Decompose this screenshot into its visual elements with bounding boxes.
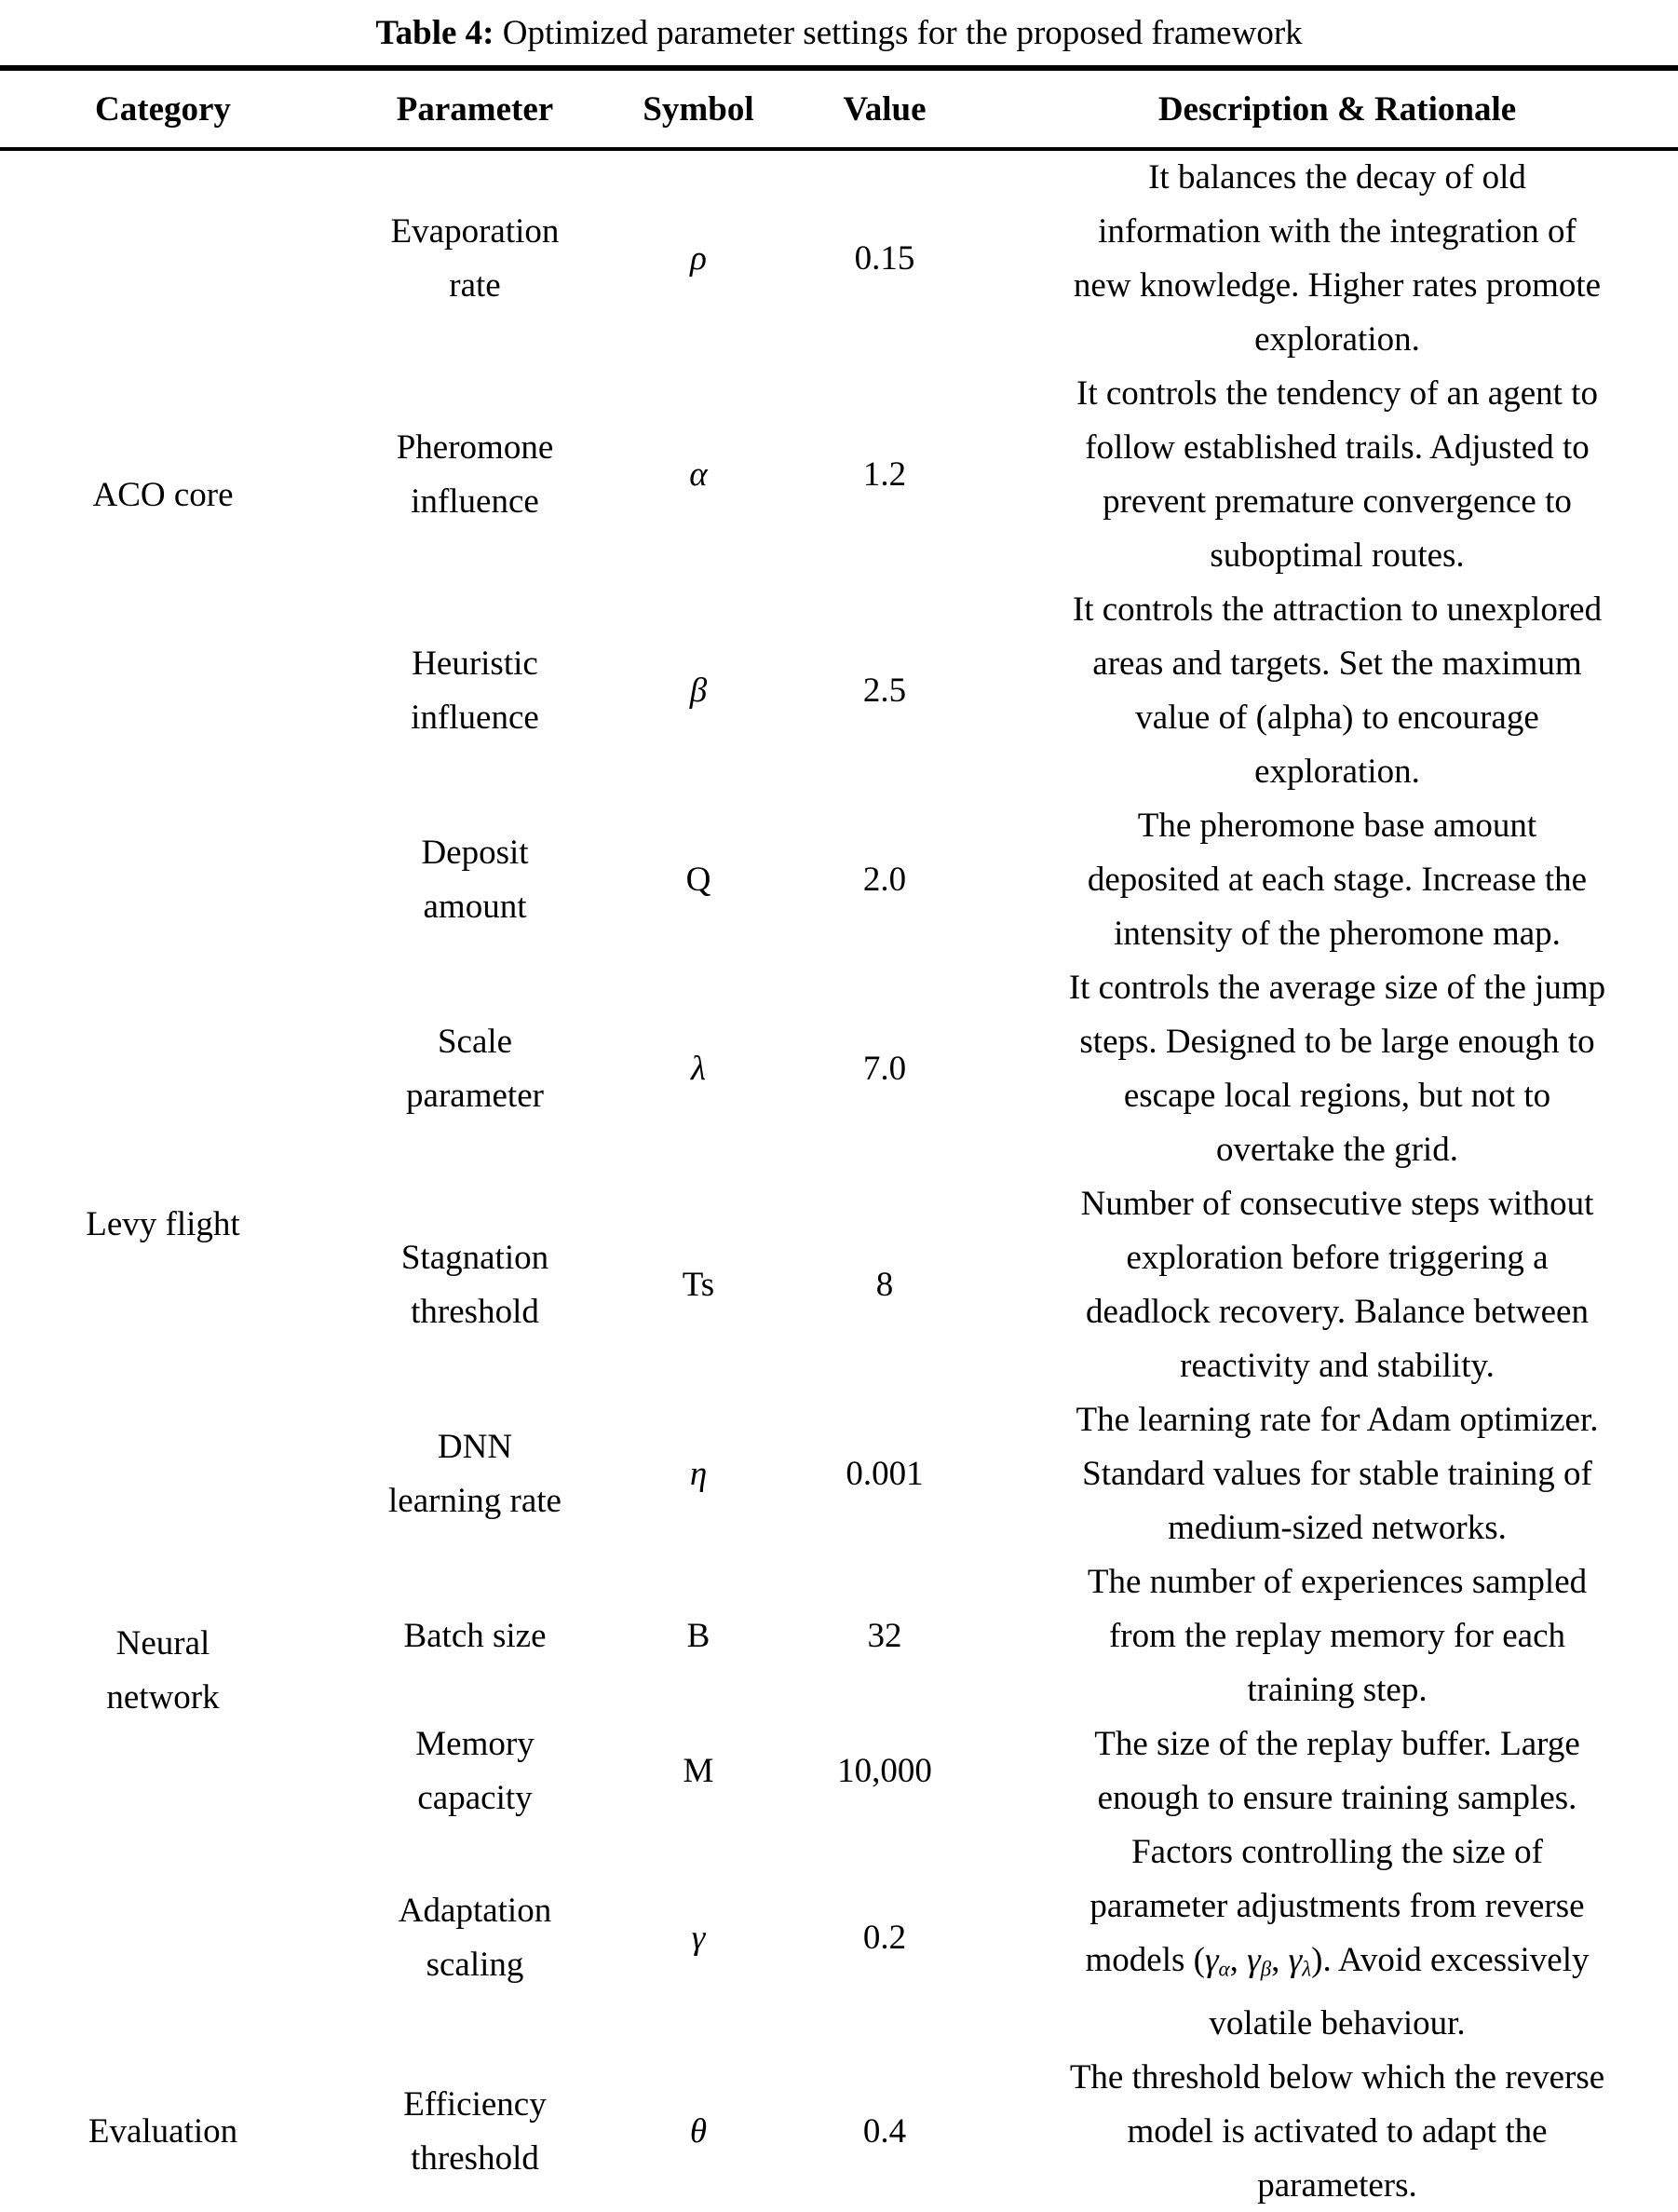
description-line: enough to ensure training samples.	[1097, 1779, 1577, 1817]
description-line: training step.	[1247, 1671, 1428, 1709]
parameter-value: 32	[867, 1617, 902, 1655]
description-line: Factors controlling the size of	[1131, 1833, 1543, 1871]
description-line: The learning rate for Adam optimizer.	[1076, 1401, 1599, 1439]
symbol-glyph: B	[686, 1617, 710, 1655]
symbol-cell	[624, 1825, 773, 2051]
description-line: information with the integration of	[1098, 212, 1577, 251]
math-symbol: γ	[1288, 1941, 1303, 1979]
description-line: escape local regions, but not to	[1123, 1077, 1551, 1115]
description-cell	[996, 583, 1678, 799]
description-line: deadlock recovery. Balance between	[1086, 1293, 1589, 1331]
category-label	[0, 1617, 326, 1725]
header-description: Description & Rationale	[996, 68, 1678, 149]
header-category: Category	[0, 68, 326, 149]
table-caption	[0, 0, 1678, 65]
description-cell	[996, 1825, 1678, 2051]
description-text: models (	[1085, 1941, 1205, 1979]
parameter-value: 1.2	[862, 455, 907, 494]
description-line: reactivity and stability.	[1180, 1347, 1495, 1385]
parameter-value: 0.2	[862, 1918, 907, 1957]
parameter-name-line: Batch size	[403, 1617, 547, 1655]
parameter-name-line: parameter	[406, 1077, 544, 1115]
parameter-value: 0.15	[854, 239, 915, 278]
category-label	[0, 1198, 326, 1252]
description-line: exploration before triggering a	[1126, 1239, 1549, 1277]
value-cell	[773, 1555, 996, 1717]
description-line: overtake the grid.	[1216, 1131, 1458, 1169]
symbol-cell	[624, 583, 773, 799]
table-row	[0, 149, 1678, 367]
parameter-name-line: threshold	[411, 2138, 539, 2178]
parameter-name-line: Pheromone	[396, 428, 554, 467]
header-parameter: Parameter	[326, 68, 624, 149]
value-cell	[773, 961, 996, 1177]
description-cell	[996, 1177, 1678, 1393]
description-line: areas and targets. Set the maximum	[1092, 645, 1582, 683]
parameter-name-line: threshold	[411, 1293, 539, 1331]
parameter-cell	[326, 1177, 624, 1393]
parameter-cell	[326, 1717, 624, 1825]
description-line: model is activated to adapt the	[1127, 2111, 1548, 2151]
description-line: new knowledge. Higher rates promote	[1073, 266, 1602, 305]
parameter-name-line: rate	[449, 266, 501, 305]
description-cell	[996, 1717, 1678, 1825]
value-cell	[773, 2051, 996, 2212]
symbol-cell	[624, 1717, 773, 1825]
symbol-glyph: M	[683, 1752, 714, 1790]
description-text: ,	[1229, 1941, 1248, 1979]
description-line: Standard values for stable training of	[1082, 1455, 1592, 1493]
symbol-glyph: Ts	[682, 1266, 715, 1304]
symbol-glyph: α	[689, 455, 708, 494]
parameter-value: 8	[875, 1266, 894, 1304]
symbol-cell	[624, 1555, 773, 1717]
category-cell	[0, 961, 326, 1393]
value-cell	[773, 367, 996, 583]
description-line: volatile behaviour.	[1209, 2003, 1466, 2042]
symbol-cell	[624, 149, 773, 367]
category-cell	[0, 2051, 326, 2212]
description-line: The number of experiences sampled	[1087, 1563, 1588, 1601]
table-header	[0, 68, 1678, 149]
parameters-table	[0, 65, 1678, 2212]
value-cell	[773, 1717, 996, 1825]
symbol-cell	[624, 367, 773, 583]
parameter-name-line: scaling	[426, 1945, 524, 1984]
parameter-value: 0.001	[846, 1455, 924, 1493]
description-line: follow established trails. Adjusted to	[1085, 428, 1590, 467]
parameter-cell	[326, 583, 624, 799]
parameter-name-line: amount	[423, 888, 527, 926]
symbol-cell	[624, 961, 773, 1177]
table-row	[0, 1393, 1678, 1555]
description-line: The pheromone base amount	[1137, 807, 1537, 845]
parameter-value: 2.5	[862, 672, 907, 710]
description-line: deposited at each stage. Increase the	[1087, 861, 1588, 899]
category-cell	[0, 1393, 326, 2051]
value-cell	[773, 149, 996, 367]
value-cell	[773, 1825, 996, 2051]
category-label	[0, 468, 326, 522]
description-line	[996, 1934, 1678, 1997]
header-value: Value	[773, 68, 996, 149]
category-label-line: Evaluation	[88, 2111, 238, 2151]
parameter-name-line: Adaptation	[398, 1891, 552, 1930]
math-subscript: λ	[1302, 1957, 1312, 1981]
table-caption-text: Optimized parameter settings for the proposed framework	[494, 13, 1303, 52]
value-cell	[773, 1393, 996, 1555]
category-cell	[0, 149, 326, 961]
description-text: ,	[1271, 1941, 1289, 1979]
parameter-name-line: Heuristic	[412, 645, 538, 683]
symbol-glyph: Q	[685, 861, 711, 899]
description-cell	[996, 961, 1678, 1177]
description-line: parameters.	[1257, 2165, 1417, 2205]
description-line: Number of consecutive steps without	[1080, 1185, 1594, 1223]
parameter-name-line: Scale	[437, 1023, 513, 1061]
description-line: medium-sized networks.	[1168, 1509, 1507, 1547]
description-line: It controls the attraction to unexplored	[1072, 590, 1603, 629]
value-cell	[773, 1177, 996, 1393]
description-line: exploration.	[1254, 320, 1420, 359]
parameter-name-line: learning rate	[388, 1482, 562, 1520]
parameter-name-line: Deposit	[421, 834, 529, 872]
symbol-glyph: γ	[691, 1918, 706, 1957]
symbol-glyph: η	[689, 1455, 708, 1493]
table-row	[0, 961, 1678, 1177]
parameter-name-line: DNN	[437, 1428, 513, 1466]
category-label-line: ACO core	[92, 476, 234, 514]
description-line: The size of the replay buffer. Large	[1094, 1725, 1580, 1763]
parameter-value: 2.0	[862, 861, 907, 899]
description-line: It balances the decay of old	[1148, 158, 1526, 197]
value-cell	[773, 583, 996, 799]
table-body	[0, 149, 1678, 2212]
category-label-line: Neural	[115, 1623, 210, 1662]
description-cell	[996, 1555, 1678, 1717]
description-text: ). Avoid excessively	[1311, 1941, 1590, 1979]
parameter-cell	[326, 2051, 624, 2212]
parameter-cell	[326, 1825, 624, 2051]
math-symbol: γ	[1247, 1941, 1261, 1979]
description-cell	[996, 1393, 1678, 1555]
description-cell	[996, 799, 1678, 961]
description-line: It controls the average size of the jump	[1068, 969, 1606, 1007]
parameter-name-line: influence	[411, 482, 539, 521]
symbol-cell	[624, 1393, 773, 1555]
parameter-name-line: Stagnation	[400, 1239, 549, 1277]
symbol-glyph: λ	[690, 1050, 707, 1088]
symbol-glyph: ρ	[690, 239, 707, 278]
description-line: exploration.	[1254, 753, 1420, 791]
math-subscript: β	[1260, 1957, 1272, 1981]
parameter-cell	[326, 961, 624, 1177]
description-cell	[996, 367, 1678, 583]
parameter-value: 0.4	[862, 2111, 907, 2151]
parameter-name-line: influence	[411, 699, 539, 737]
parameter-name-line: capacity	[417, 1779, 533, 1817]
description-cell	[996, 149, 1678, 367]
category-label-line: network	[106, 1677, 220, 1717]
description-line: from the replay memory for each	[1108, 1617, 1566, 1655]
table-caption-label: Table 4:	[375, 13, 494, 52]
header-symbol: Symbol	[624, 68, 773, 149]
symbol-cell	[624, 1177, 773, 1393]
symbol-cell	[624, 2051, 773, 2212]
math-symbol: γ	[1204, 1941, 1219, 1979]
parameter-value: 10,000	[837, 1752, 932, 1790]
symbol-glyph: θ	[689, 2111, 708, 2151]
parameter-name-line: Efficiency	[403, 2084, 547, 2124]
parameter-cell	[326, 149, 624, 367]
math-subscript: α	[1218, 1957, 1230, 1981]
parameter-cell	[326, 799, 624, 961]
parameter-name-line: Evaporation	[390, 212, 560, 251]
value-cell	[773, 799, 996, 961]
description-line: The threshold below which the reverse	[1069, 2057, 1605, 2097]
table-row	[0, 2051, 1678, 2212]
description-cell	[996, 2051, 1678, 2212]
parameter-name-line: Memory	[415, 1725, 535, 1763]
parameter-cell	[326, 1393, 624, 1555]
category-label-line: Levy flight	[86, 1205, 240, 1243]
header-row	[0, 68, 1678, 149]
symbol-glyph: β	[689, 672, 708, 710]
description-line: intensity of the pheromone map.	[1114, 915, 1561, 953]
description-line: suboptimal routes.	[1210, 536, 1465, 575]
description-line: value of (alpha) to encourage	[1135, 699, 1539, 737]
description-line: prevent premature convergence to	[1103, 482, 1572, 521]
parameter-cell	[326, 1555, 624, 1717]
parameter-value: 7.0	[862, 1050, 907, 1088]
parameter-cell	[326, 367, 624, 583]
description-line: steps. Designed to be large enough to	[1079, 1023, 1595, 1061]
description-line: It controls the tendency of an agent to	[1076, 374, 1598, 413]
symbol-cell	[624, 799, 773, 961]
category-label	[0, 2105, 326, 2159]
description-line: parameter adjustments from reverse	[1089, 1887, 1585, 1925]
